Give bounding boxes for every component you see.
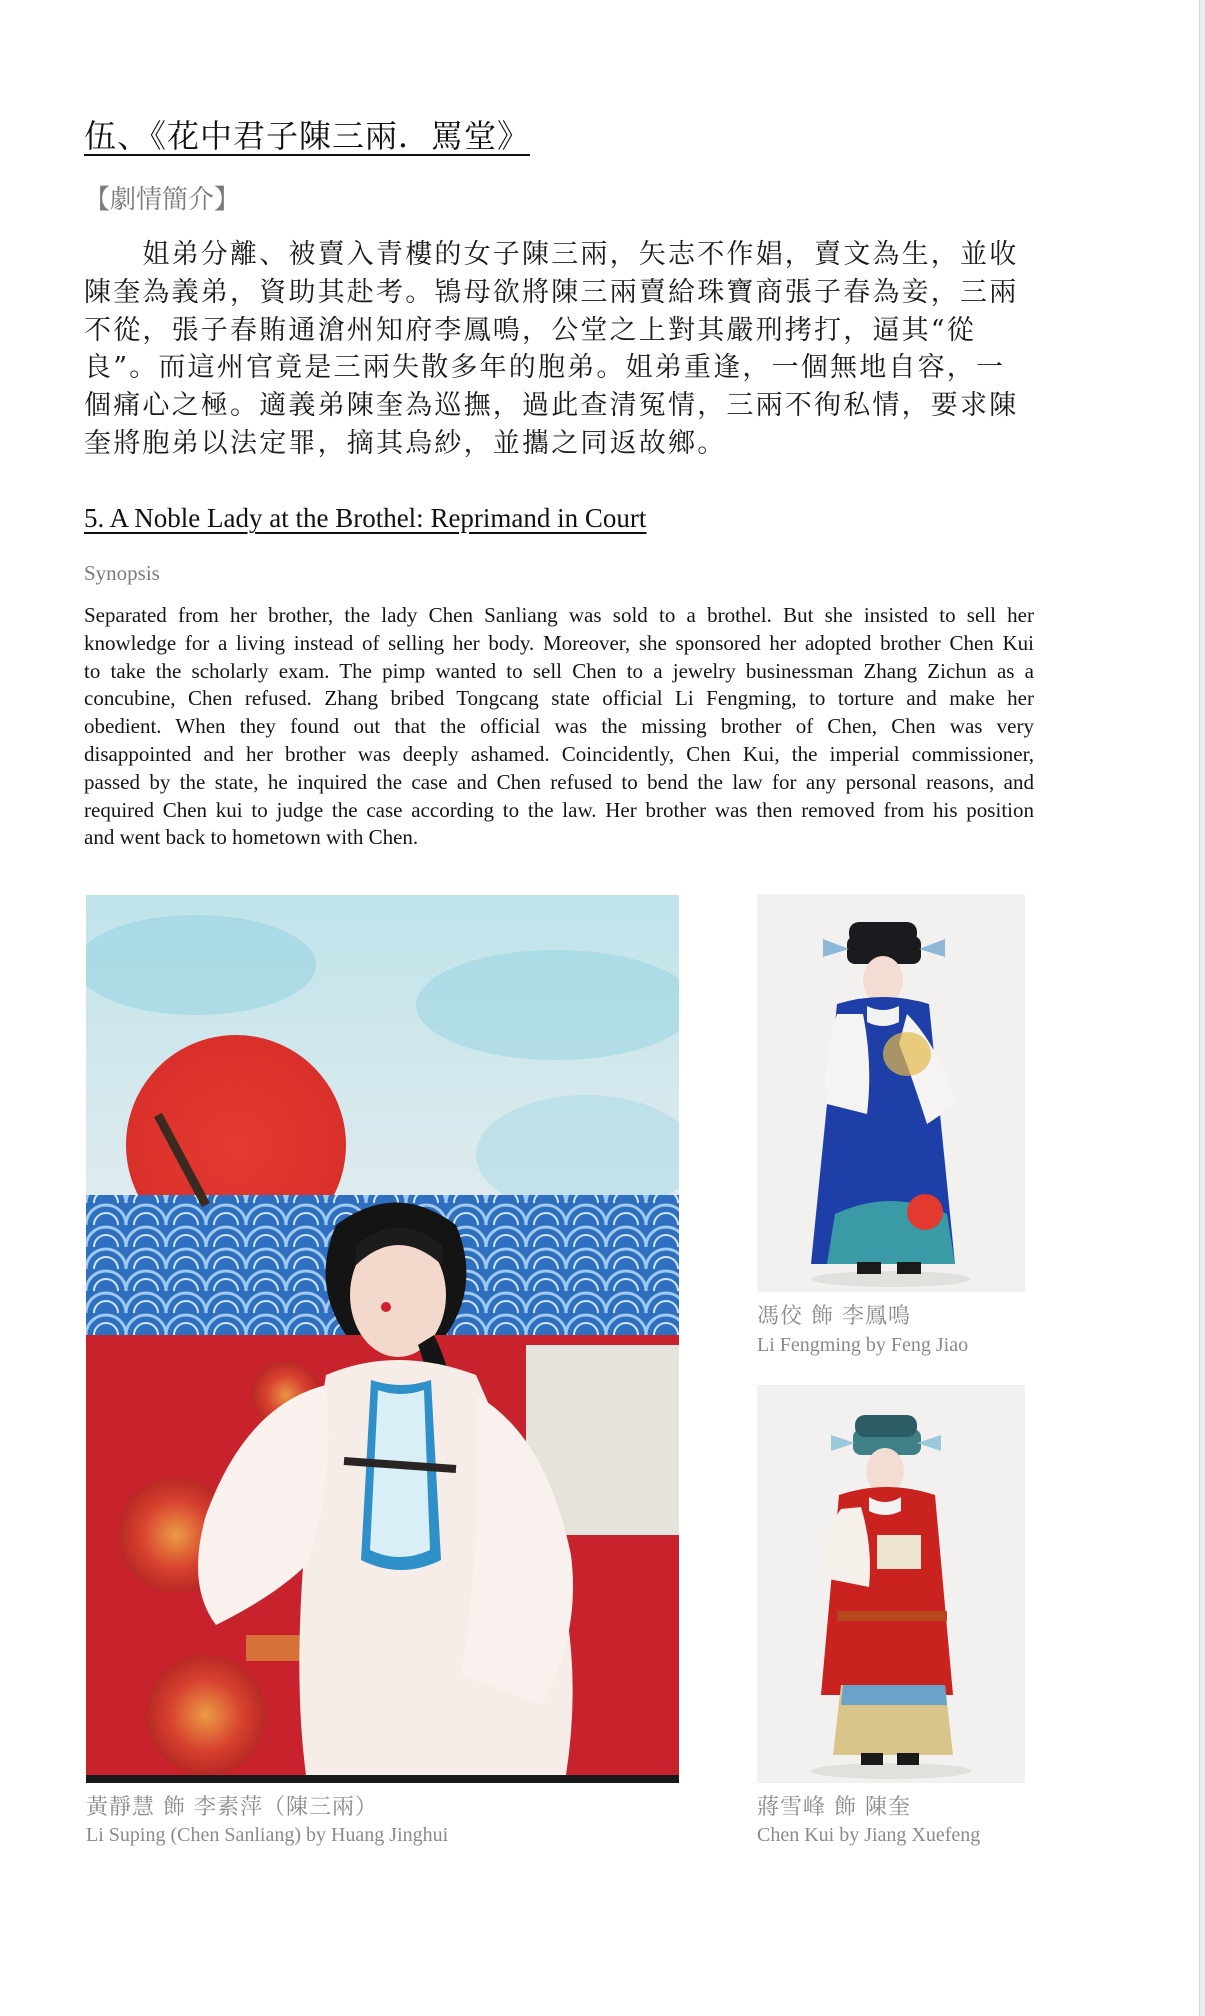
page-edge xyxy=(1199,0,1205,2016)
chinese-title: 伍、《花中君子陳三兩．罵堂》 xyxy=(84,117,531,155)
li-fengming-illustration xyxy=(757,894,1025,1292)
chinese-synopsis-label: 【劇情簡介】 xyxy=(84,185,241,215)
chen-kui-caption-en: Chen Kui by Jiang Xuefeng xyxy=(757,1824,981,1846)
li-fengming-caption-en: Li Fengming by Feng Jiao xyxy=(757,1334,969,1356)
main-photo-illustration xyxy=(86,895,679,1783)
english-paragraph-line: to take the scholarly exam. The pimp wanted to sell Chen to a jewelry businessman Zhang Zichun as a xyxy=(84,658,1034,683)
main-photo-caption-en: Li Suping (Chen Sanliang) by Huang Jinghui xyxy=(86,1824,449,1846)
chinese-paragraph-line: 不從，張子春賄通滄州知府李鳳鳴，公堂之上對其嚴刑拷打，逼其“從 xyxy=(84,314,977,346)
chen-kui-caption-zh: 蔣雪峰 飾 陳奎 xyxy=(757,1795,911,1820)
chinese-paragraph-line: 奎將胞弟以法定罪，摘其烏紗，並攜之同返故鄉。 xyxy=(84,427,727,459)
english-synopsis-label: Synopsis xyxy=(84,561,160,585)
english-paragraph-line: passed by the state, he inquired the case and Chen refused to bend the law for any personal reasons, and xyxy=(84,769,1034,794)
english-synopsis-paragraph xyxy=(84,602,1034,852)
chinese-synopsis-paragraph xyxy=(84,236,1036,463)
li-fengming-caption-zh: 馮佼 飾 李鳳鳴 xyxy=(757,1304,911,1329)
english-title: 5. A Noble Lady at the Brothel: Reprimand in Court xyxy=(84,503,647,533)
english-paragraph-line: knowledge for a living instead of selling her body. Moreover, she sponsored her adopted brother Chen Kui xyxy=(84,630,1034,655)
english-paragraph-line: disappointed and her brother was deeply ashamed. Coincidently, Chen Kui, the imperial commissioner, xyxy=(84,741,1034,766)
chinese-paragraph-line: 良”。而這州官竟是三兩失散多年的胞弟。姐弟重逢，一個無地自容，一 xyxy=(84,352,1006,384)
english-paragraph-line: concubine, Chen refused. Zhang bribed Tongcang state official Li Fengming, to torture and make her xyxy=(84,686,1034,711)
english-paragraph-line: and went back to hometown with Chen. xyxy=(84,825,419,850)
english-paragraph-line: obedient. When they found out that the official was the missing brother of Chen, Chen was very xyxy=(84,714,1034,739)
chen-kui-illustration xyxy=(757,1385,1025,1783)
main-stage-photo xyxy=(86,895,679,1783)
chen-kui-photo xyxy=(757,1385,1025,1783)
chinese-paragraph-line: 個痛心之極。適義弟陳奎為巡撫，過此查清冤情，三兩不徇私情，要求陳 xyxy=(84,390,1019,422)
chinese-paragraph-line: 陳奎為義弟，資助其赴考。鴇母欲將陳三兩賣給珠寶商張子春為妾，三兩 xyxy=(84,276,1019,308)
chinese-paragraph-line: 姐弟分離、被賣入青樓的女子陳三兩，矢志不作娼，賣文為生，並收 xyxy=(84,239,1019,270)
english-paragraph-line: required Chen kui to judge the case according to the law. Her brother was then removed from his position xyxy=(84,797,1034,822)
li-fengming-photo xyxy=(757,894,1025,1292)
english-paragraph-line: Separated from her brother, the lady Chen Sanliang was sold to a brothel. But she insisted to sell her xyxy=(84,603,1034,627)
main-photo-caption-zh: 黃靜慧 飾 李素萍（陳三兩） xyxy=(86,1795,378,1820)
